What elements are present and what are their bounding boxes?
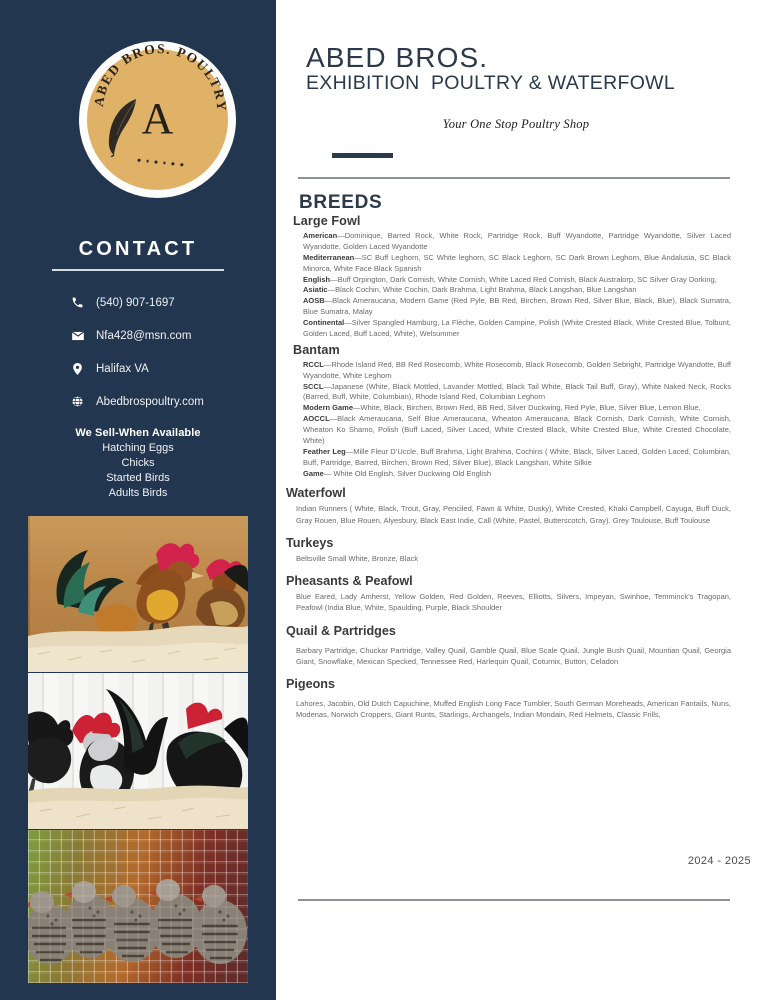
section-heading: Waterfowl (286, 486, 346, 501)
breed-text: White Old English, Silver Duckwing Old English (331, 468, 492, 478)
breed-section-quail-partridges (276, 624, 777, 668)
breed-text: Black Ameraucana, Self Blue Ameraucana, Wheaton Ameraucana, Black Cornish, Dark Cornish, White Cornish, Wheaton Ko Shamo, Polish (Buff Laced, Silver Laced, White Crested Black, White Crested Blue, White Crested Chocolate, White) (303, 414, 731, 445)
breed-dash: — (354, 252, 362, 262)
breed-dash: — (324, 296, 333, 306)
breed-entry (276, 318, 777, 340)
photo-roosters-on-shavings (28, 516, 248, 672)
breed-entry (276, 382, 777, 404)
tagline: Your One Stop Poultry Shop (442, 117, 590, 131)
breed-dash: — (327, 285, 336, 295)
breed-label: Feather Leg (303, 446, 346, 456)
breed-dash: — (330, 274, 338, 284)
breed-label: AOSB (303, 296, 325, 306)
logo-arc-label: ABED BROS. POULTRY (90, 41, 230, 113)
phone-icon (68, 296, 87, 309)
breed-label: English (303, 274, 331, 284)
breed-entry (276, 231, 777, 253)
contact-block (0, 238, 276, 418)
page-title: BREEDS (299, 192, 383, 213)
group-heading: Large Fowl (293, 214, 361, 228)
breed-text: Japanese (White, Black Mottled, Lavander Mottled, Black Tail White, Black Tail Buff, Gray), White Naked Neck, Rocks (Barred, Buff, White, Columbian), Rhode Island Red, Columbian Leghorn (303, 381, 731, 402)
contact-title: CONTACT (78, 238, 198, 260)
globe-icon (68, 395, 87, 408)
breed-label: SCCL (303, 381, 324, 391)
breed-dash: — (323, 468, 332, 478)
photo-3-art (28, 830, 248, 983)
section-text: Beltsville Small White, Bronze, Black (296, 553, 419, 563)
envelope-icon (68, 329, 87, 343)
breed-entry (276, 285, 777, 296)
breed-entry (276, 253, 777, 275)
breed-entry (276, 403, 777, 414)
breed-text: Black Ameraucana, Modern Game (Red Pyle, BB Red, Birchen, Brown Red, Silver Blue, Black, Blue), Black Sumatra, Blue Sumatra, Malay (303, 296, 731, 317)
breed-label: AOCCL (303, 414, 330, 424)
phone-number: (540) 907-1697 (96, 296, 175, 309)
contact-divider (52, 269, 224, 271)
photo-1-art (28, 516, 248, 672)
section-heading: Quail & Partridges (286, 623, 396, 638)
section-text: Blue Eared, Lady Amherst, Yellow Golden, Red Golden, Reeves, Elliotts, Silvers, Impeyan, Swinhoe, Temminck’s Tragopan, Peafowl (India Blue, White, Spaulding, Purple, Black Shoulder (296, 592, 731, 613)
breeds-content (276, 214, 777, 721)
we-sell-heading: We Sell-When Available (75, 427, 201, 439)
breed-dash: — (329, 414, 338, 424)
contact-list (0, 286, 276, 418)
footer-divider (298, 899, 730, 901)
breed-text: Mille Fleur D’Uccle, Buff Brahma, Light Brahma, Cochins ( White, Black, Silver Laced, Golden Laced, Columbian, Buff, Partridge, Barred, Birchen, Brown Red, Silver Blue), Black Langshan, White Silkie (303, 446, 731, 467)
breed-dash: — (323, 359, 332, 369)
breed-entry (276, 360, 777, 382)
breed-entry (276, 296, 777, 318)
breed-label: RCCL (303, 359, 324, 369)
breed-text: Silver Spangled Hamburg, La Flèche, Golden Campine, Polish (White Crested Black, White Crested Blue, Tolbunt, Golden Laced, Buff Laced, White), Welsummer (303, 318, 731, 338)
we-sell-item: Hatching Eggs (102, 442, 174, 454)
breed-label: Asiatic (303, 285, 328, 295)
breed-section-turkeys (276, 536, 777, 564)
photo-black-roosters (28, 673, 248, 829)
breed-group-bantam (276, 343, 777, 480)
accent-bar (332, 153, 393, 158)
contact-item-email[interactable] (68, 319, 276, 352)
breed-dash: — (323, 381, 331, 391)
brand-header (306, 42, 756, 95)
breed-section-pheasants-peafowl (276, 574, 777, 614)
section-text: Indian Runners ( White, Black, Trout, Gray, Penciled, Fawn & White, Dusky), White Crested, Khaki Campbell, Cayuga, Buff Duck, Gray Rouen, Blue Rouen, Alyesbury, Black East Indie, Call (White, Pastel, Butterscotch, Gray). Grey Toulouse, Buff Toulouse (296, 504, 731, 525)
section-text: Barbary Partridge, Chuckar Partridge, Valley Quail, Gamble Quail, Blue Scale Quail, Jungle Bush Quail, Mountian Quail, Georgia Giant, Snowflake, Mexican Specked, Tennessee Red, Harlequin Quail, Coturnix, Button, Celadon (296, 645, 731, 666)
we-sell-block (0, 427, 276, 499)
breed-label: American (303, 231, 338, 240)
company-logo (79, 41, 236, 198)
main-panel (276, 0, 777, 1000)
group-heading: Bantam (293, 342, 340, 357)
breed-entry (276, 414, 777, 447)
breed-label: Modern Game (303, 403, 354, 413)
breed-entry (276, 447, 777, 469)
breed-dash: — (345, 446, 354, 456)
section-heading: Turkeys (286, 535, 334, 550)
breed-entry (276, 469, 777, 480)
photo-collage (28, 516, 248, 983)
section-text: Lahores, Jacobin, Old Dutch Capuchine, Muffed English Long Face Tumbler, South German Moreheads, American Fantails, Nuns, Modenas, Norwich Croppers, Giant Runts, Starlings, Archangels, Indian Mondain, Red Helmets, Classic Frills, (296, 699, 731, 720)
breed-label: Continental (303, 318, 345, 327)
we-sell-item: Started Birds (106, 472, 170, 484)
location-text: Halifax VA (96, 362, 149, 375)
brand-line-1: ABED BROS. (306, 42, 489, 73)
breed-dash: — (337, 231, 345, 240)
section-heading: Pheasants & Peafowl (286, 574, 413, 589)
we-sell-item: Chicks (121, 457, 155, 469)
contact-item-website[interactable] (68, 385, 276, 418)
footer-year: 2024 - 2025 (687, 855, 751, 867)
breed-text: Rhode Island Red, BB Red Rosecomb, White Rosecomb, Black Rosecomb, Golden Sebright, Partridge Wyandotte, Buff Wyandotte, White Leghorn (303, 359, 731, 380)
breed-dash: — (344, 318, 352, 327)
breed-text: Buff Orpington, Dark Cornish, White Cornish, White Laced Red Cornish, Black Australorp, SC Silver Gray Dorking, (337, 274, 717, 284)
section-heading: Pigeons (286, 677, 335, 692)
we-sell-item: Adults Birds (108, 487, 168, 499)
location-pin-icon (68, 362, 87, 376)
breed-dash: — (353, 403, 361, 413)
breed-entry (276, 275, 777, 286)
breed-label: Game (303, 468, 324, 478)
breed-text: White, Black, Birchen, Brown Red, BB Red, Silver Duckwing, Red Pyle, Blue, Silver Blue, Lemon Blue, (360, 403, 701, 413)
header-divider (298, 177, 730, 179)
sidebar (0, 0, 276, 1000)
photo-2-art (28, 673, 248, 829)
photo-partridges-in-pen (28, 830, 248, 983)
contact-item-phone[interactable] (68, 286, 276, 319)
contact-item-location[interactable] (68, 352, 276, 385)
email-address: Nfa428@msn.com (96, 329, 192, 342)
breed-section-waterfowl (276, 486, 777, 526)
logo-monogram: A (141, 93, 174, 143)
brand-line-2: EXHIBITION POULTRY & WATERFOWL (306, 72, 676, 94)
breed-label: Mediterranean (303, 252, 355, 262)
breed-text: Black Cochin, White Cochin, Dark Brahma, Light Brahma, Black Langshan, Blue Langshan (335, 285, 637, 295)
breed-group-large-fowl (276, 214, 777, 340)
breed-text: SC Buff Leghorn, SC White leghorn, SC Black Leghorn, SC Dark Brown Leghorn, Blue Andalusia, SC Black Minorca, White Face Black Spanish (303, 252, 731, 273)
breed-section-pigeons (276, 677, 777, 721)
breed-text: Dominique, Barred Rock, White Rock, Partridge Rock, Buff Wyandotte, Partridge Wyandotte, Silver Laced Wyandotte, Golden Laced Wyandotte (303, 231, 731, 251)
website-url: Abedbrospoultry.com (96, 395, 204, 408)
